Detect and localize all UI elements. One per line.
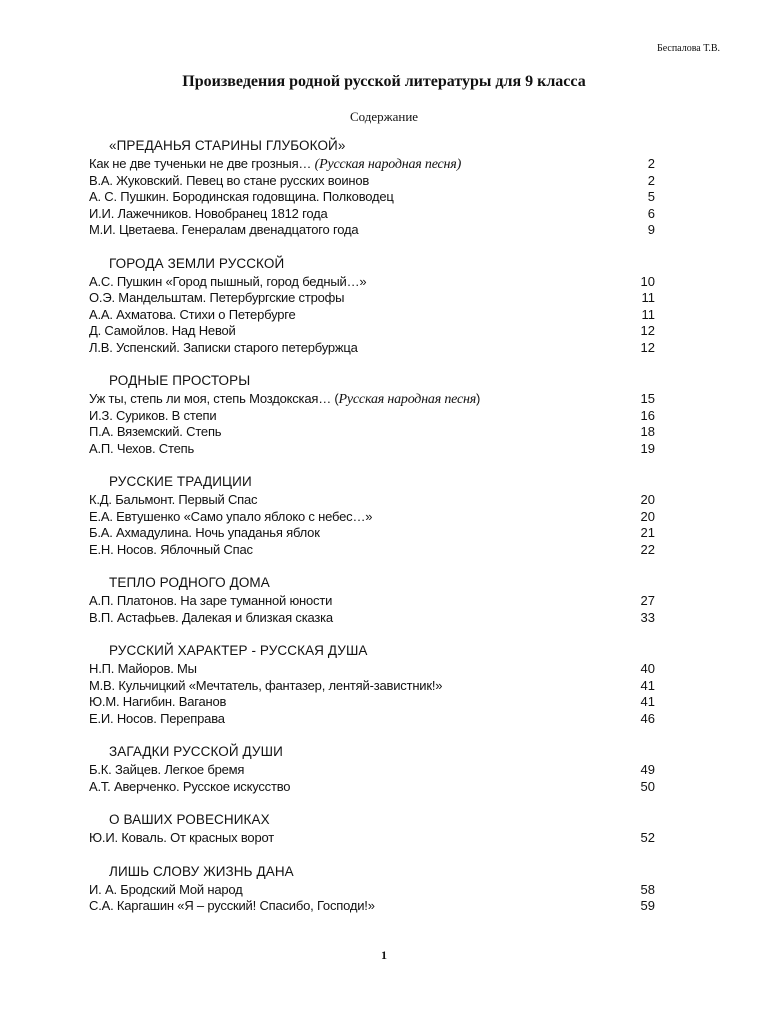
entry-page-number: 59 bbox=[640, 898, 655, 913]
entry-title-text: Е.И. Носов. Переправа bbox=[89, 710, 225, 726]
toc-section bbox=[89, 254, 655, 357]
entry-page-number: 27 bbox=[640, 593, 655, 608]
section-heading: ГОРОДА ЗЕМЛИ РУССКОЙ bbox=[109, 255, 285, 271]
section-heading: РУССКИЙ ХАРАКТЕР - РУССКАЯ ДУША bbox=[109, 643, 368, 658]
entry-page-number: 58 bbox=[640, 881, 655, 897]
entry-page-number: 40 bbox=[640, 661, 655, 676]
toc-entry bbox=[89, 882, 655, 899]
entry-title bbox=[89, 882, 243, 899]
section-heading: «ПРЕДАНЬЯ СТАРИНЫ ГЛУБОКОЙ» bbox=[109, 138, 346, 153]
toc-entry bbox=[89, 492, 655, 509]
entry-page-number: 41 bbox=[640, 677, 655, 693]
toc-entry bbox=[89, 694, 655, 711]
entry-title bbox=[89, 661, 197, 678]
entry-title bbox=[89, 307, 296, 324]
toc-section bbox=[89, 810, 655, 847]
toc-entry bbox=[89, 779, 655, 796]
toc-section bbox=[89, 573, 655, 626]
toc-entry bbox=[89, 610, 655, 627]
entry-title bbox=[89, 173, 369, 190]
toc-entry bbox=[89, 830, 655, 847]
entry-title bbox=[89, 694, 226, 711]
entry-title-text: Б.А. Ахмадулина. Ночь упаданья яблок bbox=[89, 525, 320, 540]
toc-entry bbox=[89, 509, 655, 526]
toc-section bbox=[89, 472, 655, 558]
entry-page-number: 33 bbox=[640, 609, 655, 625]
toc-entry bbox=[89, 391, 655, 408]
entry-title-text: А.Т. Аверченко. Русское искусство bbox=[89, 778, 291, 794]
toc-entry bbox=[89, 424, 655, 441]
entry-page-number: 20 bbox=[640, 508, 655, 524]
section-heading: О ВАШИХ РОВЕСНИКАХ bbox=[109, 812, 270, 827]
toc-entry bbox=[89, 408, 655, 425]
entry-page-number: 46 bbox=[640, 710, 655, 726]
entry-title bbox=[89, 424, 221, 441]
entry-title-text: К.Д. Бальмонт. Первый Спас bbox=[89, 492, 258, 507]
entry-title bbox=[89, 678, 442, 695]
entry-page-number: 52 bbox=[640, 830, 655, 845]
entry-title-text: Уж ты, степь ли моя, степь Моздокская… ( bbox=[89, 391, 339, 406]
entry-title bbox=[89, 408, 216, 425]
toc-entry bbox=[89, 156, 655, 173]
toc-entry bbox=[89, 898, 655, 915]
entry-title bbox=[89, 323, 236, 340]
entry-title-text: А.П. Чехов. Степь bbox=[89, 440, 195, 456]
entry-page-number: 15 bbox=[640, 391, 655, 406]
entry-page-number: 22 bbox=[640, 541, 655, 557]
toc-entry bbox=[89, 189, 655, 206]
entry-title-text: О.Э. Мандельштам. Петербургские строфы bbox=[89, 290, 345, 305]
toc-section bbox=[89, 862, 655, 915]
toc-section bbox=[89, 742, 655, 795]
entry-page-number: 5 bbox=[647, 189, 655, 204]
toc-entry bbox=[89, 542, 655, 559]
toc-entry bbox=[89, 525, 655, 542]
entry-title-text: Л.В. Успенский. Записки старого петербуржца bbox=[89, 339, 358, 355]
toc-entry bbox=[89, 274, 655, 291]
entry-title bbox=[89, 542, 253, 559]
section-heading: ЗАГАДКИ РУССКОЙ ДУШИ bbox=[109, 744, 283, 759]
entry-page-number: 41 bbox=[640, 694, 655, 709]
entry-page-number: 9 bbox=[647, 222, 655, 237]
entry-title bbox=[89, 340, 358, 357]
entry-title-text: М.В. Кульчицкий «Мечтатель, фантазер, лентяй-завистник!» bbox=[89, 677, 443, 693]
entry-page-number: 21 bbox=[640, 525, 655, 540]
entry-title bbox=[89, 898, 375, 915]
entry-page-number: 16 bbox=[640, 407, 655, 423]
entry-title bbox=[89, 779, 290, 796]
entry-page-number: 19 bbox=[640, 440, 655, 456]
entry-title-text: М.И. Цветаева. Генералам двенадцатого года bbox=[89, 222, 359, 237]
entry-title-text: Е.А. Евтушенко «Само упало яблоко с небес…» bbox=[89, 508, 373, 524]
toc-entry bbox=[89, 222, 655, 239]
entry-title-suffix: ) bbox=[476, 391, 481, 406]
entry-page-number: 18 bbox=[640, 424, 655, 439]
toc-section bbox=[89, 371, 655, 457]
entry-title bbox=[89, 711, 225, 728]
contents-heading: Содержание bbox=[349, 109, 419, 124]
entry-note: (Русская народная песня) bbox=[314, 157, 462, 172]
entry-title bbox=[89, 290, 344, 307]
toc-entry bbox=[89, 173, 655, 190]
entry-title-text: В.П. Астафьев. Далекая и близкая сказка bbox=[89, 609, 333, 625]
section-heading: ЛИШЬ СЛОВУ ЖИЗНЬ ДАНА bbox=[109, 863, 294, 879]
entry-title-text: А.П. Платонов. На заре туманной юности bbox=[89, 593, 333, 608]
document-title: Произведения родной русской литературы для 9 класса bbox=[182, 73, 586, 90]
entry-title bbox=[89, 762, 244, 779]
entry-title bbox=[89, 274, 366, 291]
entry-title bbox=[89, 222, 358, 239]
table-of-contents bbox=[89, 136, 655, 930]
entry-page-number: 11 bbox=[641, 306, 655, 322]
entry-title bbox=[89, 206, 328, 223]
toc-entry bbox=[89, 441, 655, 458]
entry-title-text: Е.Н. Носов. Яблочный Спас bbox=[89, 541, 253, 557]
toc-section bbox=[89, 136, 655, 239]
entry-title-text: В.А. Жуковский. Певец во стане русских воинов bbox=[89, 172, 370, 188]
toc-section bbox=[89, 641, 655, 727]
toc-entry bbox=[89, 340, 655, 357]
entry-title bbox=[89, 189, 394, 206]
entry-title-text: П.А. Вяземский. Степь bbox=[89, 424, 222, 439]
toc-entry bbox=[89, 323, 655, 340]
section-heading: РОДНЫЕ ПРОСТОРЫ bbox=[109, 373, 251, 388]
section-heading: РУССКИЕ ТРАДИЦИИ bbox=[109, 474, 252, 489]
entry-title-text: И. А. Бродский Мой народ bbox=[89, 881, 243, 897]
entry-title-text: Д. Самойлов. Над Невой bbox=[89, 323, 236, 338]
toc-entry bbox=[89, 593, 655, 610]
entry-page-number: 10 bbox=[640, 273, 655, 289]
entry-title bbox=[89, 391, 480, 409]
page-number: 1 bbox=[381, 948, 387, 962]
entry-title bbox=[89, 593, 332, 610]
entry-page-number: 2 bbox=[647, 156, 655, 171]
entry-title-text: Как не две тученьки не две грозныя… bbox=[89, 156, 315, 171]
entry-title bbox=[89, 492, 257, 509]
entry-title-text: А.А. Ахматова. Стихи о Петербурге bbox=[89, 306, 296, 322]
entry-title bbox=[89, 830, 274, 847]
entry-title-text: И.И. Лажечников. Новобранец 1812 года bbox=[89, 205, 328, 221]
section-heading: ТЕПЛО РОДНОГО ДОМА bbox=[109, 575, 270, 590]
entry-page-number: 12 bbox=[640, 323, 655, 338]
author-name: Беспалова Т.В. bbox=[656, 43, 720, 54]
toc-entry bbox=[89, 678, 655, 695]
entry-page-number: 20 bbox=[640, 492, 655, 507]
entry-title-text: Н.П. Майоров. Мы bbox=[89, 661, 197, 676]
entry-page-number: 50 bbox=[640, 778, 655, 794]
entry-title-text: А. С. Пушкин. Бородинская годовщина. Полководец bbox=[89, 189, 394, 204]
entry-title-text: А.С. Пушкин «Город пышный, город бедный…» bbox=[89, 273, 367, 289]
entry-page-number: 11 bbox=[641, 290, 655, 305]
toc-entry bbox=[89, 206, 655, 223]
entry-page-number: 6 bbox=[647, 205, 655, 221]
entry-title-text: Б.К. Зайцев. Легкое бремя bbox=[89, 762, 245, 777]
entry-title bbox=[89, 441, 194, 458]
entry-title-text: Ю.И. Коваль. От красных ворот bbox=[89, 830, 274, 845]
entry-title bbox=[89, 525, 320, 542]
entry-title bbox=[89, 509, 372, 526]
toc-entry bbox=[89, 711, 655, 728]
toc-entry bbox=[89, 307, 655, 324]
entry-title bbox=[89, 610, 333, 627]
entry-title-text: Ю.М. Нагибин. Ваганов bbox=[89, 694, 227, 709]
toc-entry bbox=[89, 290, 655, 307]
entry-note: Русская народная песня bbox=[338, 392, 477, 407]
entry-title-text: С.А. Каргашин «Я – русский! Спасибо, Господи!» bbox=[89, 898, 375, 913]
entry-page-number: 12 bbox=[640, 339, 655, 355]
entry-page-number: 49 bbox=[640, 762, 655, 777]
entry-title bbox=[89, 156, 461, 174]
entry-page-number: 2 bbox=[647, 172, 655, 188]
entry-title-text: И.З. Суриков. В степи bbox=[89, 407, 217, 423]
toc-entry bbox=[89, 661, 655, 678]
toc-entry bbox=[89, 762, 655, 779]
